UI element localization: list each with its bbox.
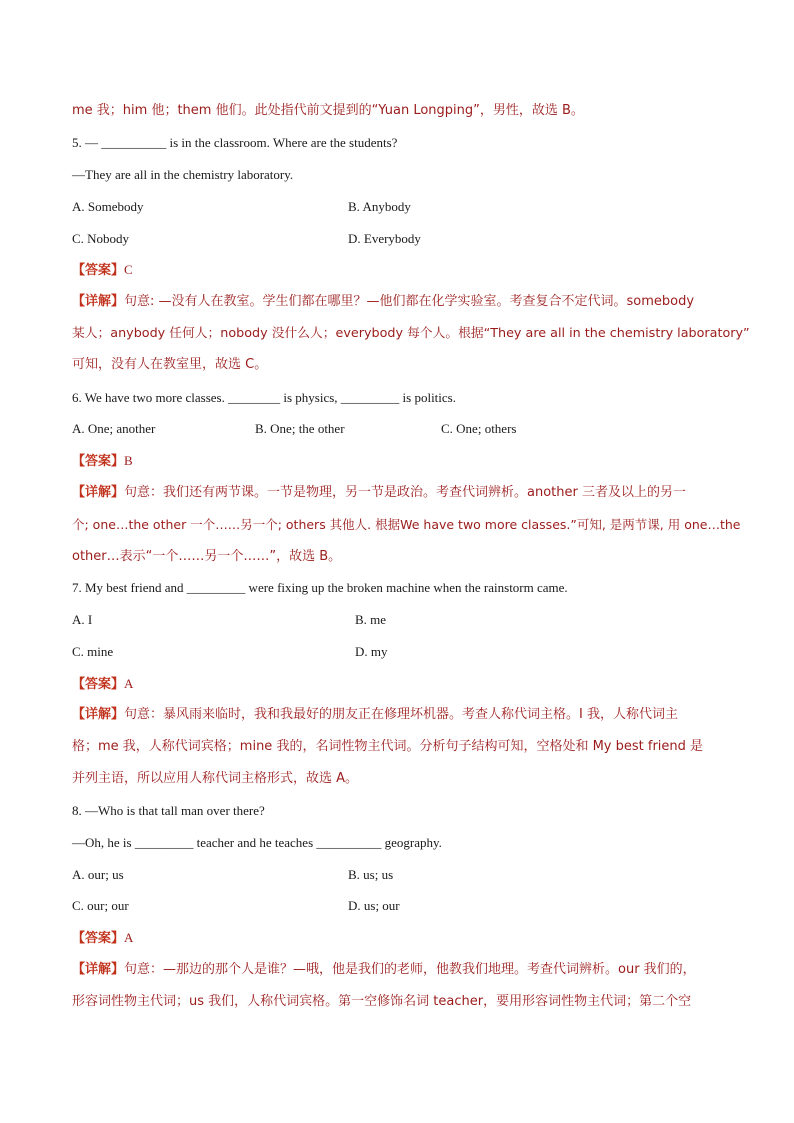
detail-tag: 【详解】	[72, 294, 125, 309]
q5-detail-line-1	[72, 293, 694, 311]
q7-option-c: C. mine	[72, 644, 114, 659]
q5-option-a: A. Somebody	[72, 199, 144, 214]
q7-option-d: D. my	[355, 644, 388, 659]
q7-option-b: B. me	[355, 612, 387, 627]
q8-detail-line-1	[72, 961, 696, 979]
detail-tag: 【详解】	[72, 707, 125, 722]
q6-option-c: C. One; others	[441, 421, 517, 436]
q6-option-b: B. One; the other	[255, 421, 345, 436]
q6-detail-line-3: other…表示“一个……另一个……”，故选 B。	[72, 549, 342, 564]
q5-option-c: C. Nobody	[72, 231, 130, 246]
question-7: 7. My best friend and _________ were fixing up the broken machine when the rainstorm came.	[72, 580, 568, 595]
q7-detail-line-1	[72, 706, 678, 724]
answer-value: A	[124, 676, 134, 691]
question-8-response: —Oh, he is _________ teacher and he teaches __________ geography.	[72, 835, 442, 850]
q7-detail-line-2: 格；me 我，人称代词宾格；mine 我的，名词性物主代词。分析句子结构可知，空格处和 My best friend 是	[72, 739, 704, 754]
answer-value: B	[124, 453, 133, 468]
answer-tag: 【答案】	[72, 931, 125, 946]
detail-text: 句意：我们还有两节课。一节是物理，另一节是政治。考查代词辨析。another 三者及以上的另一	[124, 485, 686, 500]
answer-tag: 【答案】	[72, 454, 125, 469]
detail-tag: 【详解】	[72, 962, 125, 977]
q8-option-a: A. our; us	[72, 867, 124, 882]
question-8: 8. —Who is that tall man over there?	[72, 803, 265, 818]
q5-detail-line-3: 可知，没有人在教室里，故选 C。	[72, 357, 268, 372]
q5-answer	[72, 261, 133, 280]
explanation-line: me 我；him 他；them 他们。此处指代前文提到的“Yuan Longping”，男性，故选 B。	[72, 103, 584, 118]
q5-option-b: B. Anybody	[348, 199, 411, 214]
answer-tag: 【答案】	[72, 677, 125, 692]
q8-detail-line-2: 形容词性物主代词；us 我们，人称代词宾格。第一空修饰名词 teacher，要用形容词性物主代词；第二个空	[72, 994, 692, 1009]
q6-detail-line-2: 个; one…the other 一个……另一个; others 其他人. 根据We have two more classes.”可知, 是两节课, 用 one…the	[72, 517, 741, 532]
detail-text: 句意：暴风雨来临时，我和我最好的朋友正在修理坏机器。考查人称代词主格。I 我，人称代词主	[124, 707, 678, 722]
answer-value: A	[124, 930, 134, 945]
q8-option-c: C. our; our	[72, 898, 129, 913]
detail-tag: 【详解】	[72, 485, 125, 500]
detail-text: 句意：—那边的那个人是谁？—哦，他是我们的老师，他教我们地理。考查代词辨析。our 我们的，	[124, 962, 696, 977]
answer-tag: 【答案】	[72, 263, 125, 278]
q7-option-a: A. I	[72, 612, 93, 627]
question-5: 5. — __________ is in the classroom. Where are the students?	[72, 135, 398, 150]
q8-answer	[72, 929, 133, 948]
detail-text: 句意: —没有人在教室。学生们都在哪里？—他们都在化学实验室。考查复合不定代词。somebody	[124, 294, 695, 309]
q7-answer	[72, 675, 133, 694]
q8-option-b: B. us; us	[348, 867, 394, 882]
q7-detail-line-3: 并列主语，所以应用人称代词主格形式，故选 A。	[72, 771, 359, 786]
question-6: 6. We have two more classes. ________ is physics, _________ is politics.	[72, 390, 456, 405]
question-5-response: —They are all in the chemistry laboratory.	[72, 167, 294, 182]
q6-option-a: A. One; another	[72, 421, 156, 436]
q5-option-d: D. Everybody	[348, 231, 421, 246]
answer-value: C	[124, 262, 133, 277]
q5-detail-line-2: 某人；anybody 任何人；nobody 没什么人；everybody 每个人。根据“They are all in the chemistry laboratory”	[72, 326, 750, 341]
q6-detail-line-1	[72, 484, 686, 502]
q8-option-d: D. us; our	[348, 898, 400, 913]
q6-answer	[72, 452, 133, 471]
